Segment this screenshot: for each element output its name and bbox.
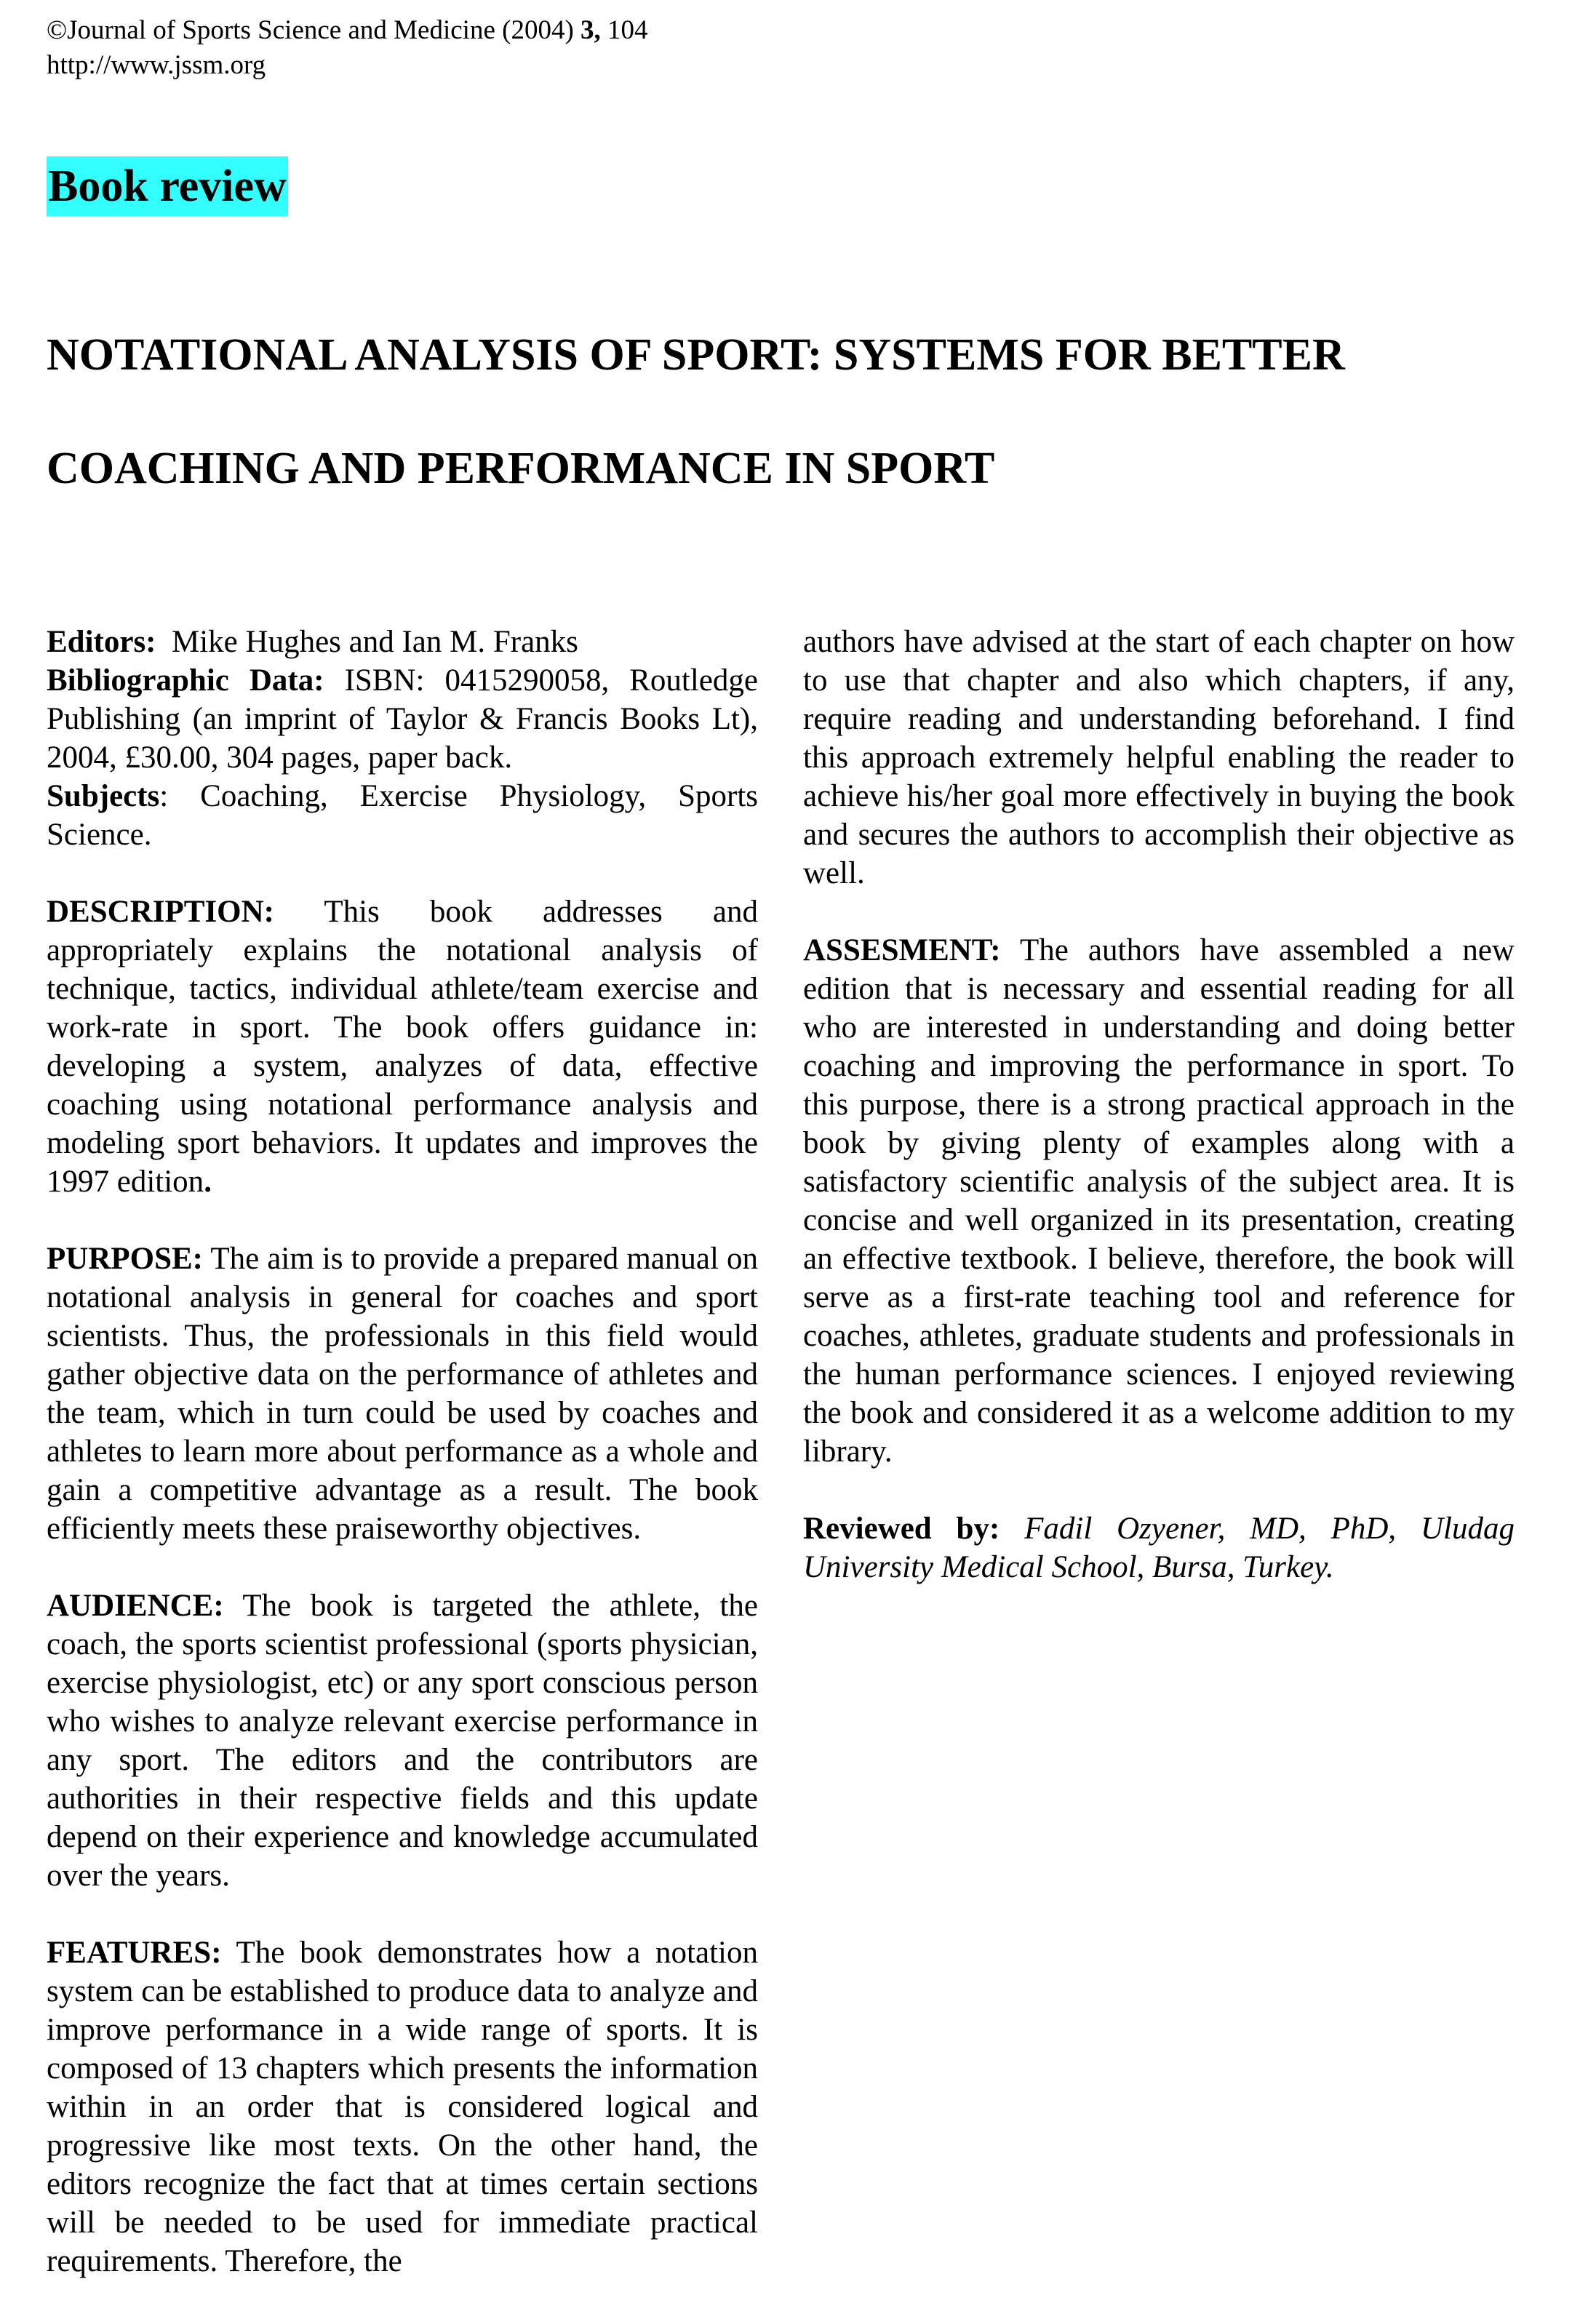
editors-line xyxy=(47,623,758,661)
purpose-text: The aim is to provide a prepared manual on notational analysis in general for coaches and sport scientists. Thus, the professionals in this field would gather objective data on the performance of athletes and the team, which in turn could be used by coaches and athletes to learn more about performance as a whole and gain a competitive advantage as a result. The book efficiently meets these praiseworthy objectives. xyxy=(47,1242,758,1546)
right-column xyxy=(803,623,1515,1625)
subjects-label: Subjects xyxy=(47,779,160,813)
journal-page: 104 xyxy=(607,15,648,45)
audience-text: The book is targeted the athlete, the coach, the sports scientist professional (sports physician, exercise physiologist, etc) or any sport conscious person who wishes to analyze relevant exercise performance in any sport. The editors and the contributors are authorities in their respective fields and this update depend on their experience and knowledge accumulated over the years. xyxy=(47,1589,758,1893)
features-text: The book demonstrates how a notation system can be established to produce data to analyze and improve performance in a wide range of sports. It is composed of 13 chapters which presents the information within in an order that is considered logical and progressive like most texts. On the other hand, the editors recognize the fact that at times certain sections will be needed to be used for immediate practical requirements. Therefore, the xyxy=(47,1936,758,2278)
description-label: DESCRIPTION: xyxy=(47,895,274,929)
editors-label: Editors: xyxy=(47,625,156,659)
article-title xyxy=(47,298,1560,525)
journal-header xyxy=(47,13,648,83)
journal-volume: 3, xyxy=(580,15,601,45)
bibliographic-value: ISBN: 0415290058, Routledge Publishing (an imprint of Taylor & Francis Books Lt), 2004, £30.00, 304 pages, paper back. xyxy=(47,663,758,775)
journal-url[interactable]: http://www.jssm.org xyxy=(47,50,266,80)
title-line-1: NOTATIONAL ANALYSIS OF SPORT: SYSTEMS FOR BETTER xyxy=(47,330,1345,380)
assessment-label: ASSESMENT: xyxy=(803,933,1001,967)
assessment-text: The authors have assembled a new edition that is necessary and essential reading for all who are interested in understanding and doing better coaching and improving the performance in sport. To this purpose, there is a strong practical approach in the book by giving plenty of examples along with a satisfactory scientific analysis of the subject area. It is concise and well organized in its presentation, creating an effective textbook. I believe, therefore, the book will serve as a first-rate teaching tool and reference for coaches, athletes, graduate students and professionals in the human performance sciences. I enjoyed reviewing the book and considered it as a welcome addition to my library. xyxy=(803,933,1515,1469)
purpose-paragraph xyxy=(47,1240,758,1548)
left-column xyxy=(47,623,758,2319)
reviewer-text: Fadil Ozyener, MD, PhD, Uludag University Medical School, Bursa, Turkey. xyxy=(803,1512,1515,1584)
bibliographic-label: Bibliographic Data: xyxy=(47,663,324,698)
article-type-label: Book review xyxy=(47,156,288,216)
journal-name: ©Journal of Sports Science and Medicine (2004) xyxy=(47,15,574,45)
description-text: This book addresses and appropriately explains the notational analysis of technique, tactics, individual athlete/team exercise and work-rate in sport. The book offers guidance in: developing a system, analyzes of data, effective coaching using notational performance analysis and modeling sport behaviors. It updates and improves the 1997 edition xyxy=(47,895,758,1199)
audience-label: AUDIENCE: xyxy=(47,1589,224,1623)
subjects-value: : Coaching, Exercise Physiology, Sports Science. xyxy=(47,779,758,852)
article-type-wrapper xyxy=(47,156,288,216)
description-paragraph xyxy=(47,893,758,1201)
bibliographic-line xyxy=(47,661,758,777)
description-end: . xyxy=(204,1165,212,1199)
audience-paragraph xyxy=(47,1586,758,1895)
title-line-2: COACHING AND PERFORMANCE IN SPORT xyxy=(47,444,995,493)
features-label: FEATURES: xyxy=(47,1936,222,1970)
subjects-line xyxy=(47,777,758,854)
features-paragraph xyxy=(47,1933,758,2280)
editors-value: Mike Hughes and Ian M. Franks xyxy=(172,625,578,659)
assessment-paragraph xyxy=(803,931,1515,1471)
reviewer-label: Reviewed by: xyxy=(803,1512,1000,1546)
purpose-label: PURPOSE: xyxy=(47,1242,203,1276)
features-continued-paragraph: authors have advised at the start of each chapter on how to use that chapter and also which chapters, if any, require reading and understanding beforehand. I find this approach extremely helpful enabling the reader to achieve his/her goal more effectively in buying the book and secures the authors to accomplish their objective as well. xyxy=(803,625,1515,890)
reviewer-paragraph xyxy=(803,1509,1515,1586)
journal-citation xyxy=(47,13,648,48)
